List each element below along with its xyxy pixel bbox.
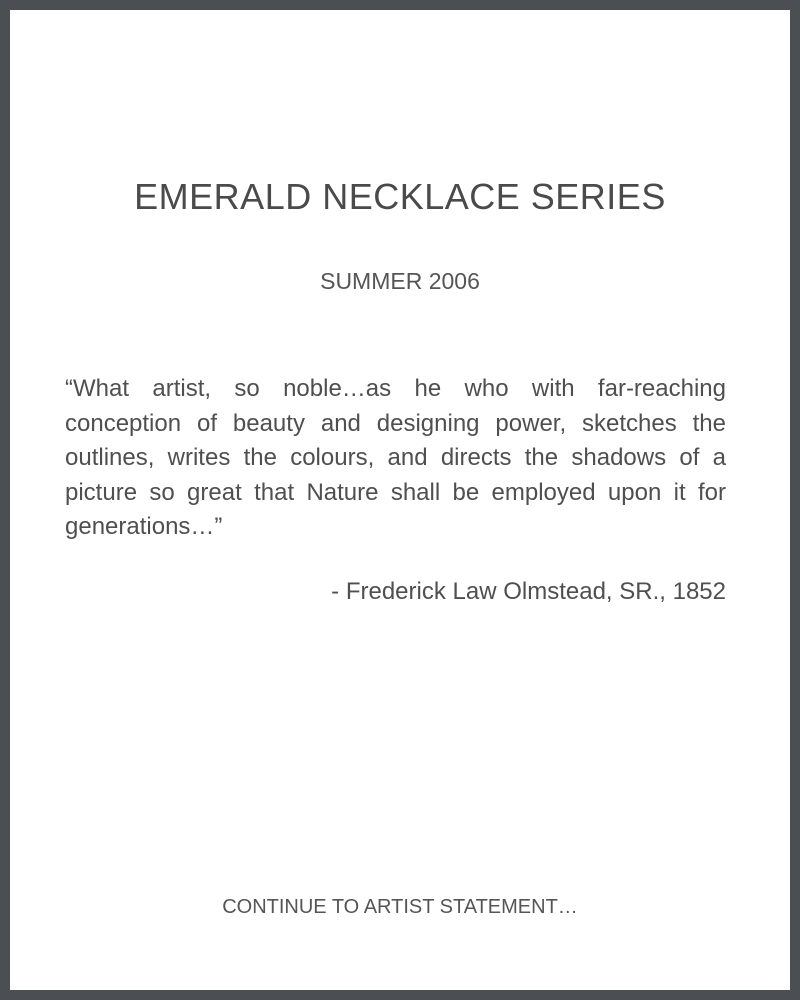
content-card bbox=[10, 10, 790, 990]
page-title: EMERALD NECKLACE SERIES bbox=[134, 176, 666, 217]
continue-to-artist-statement-link[interactable]: CONTINUE TO ARTIST STATEMENT… bbox=[222, 896, 578, 918]
quote-attribution: - Frederick Law Olmstead, SR., 1852 bbox=[331, 578, 726, 605]
page-subtitle: SUMMER 2006 bbox=[320, 268, 480, 294]
quote-text: “What artist, so noble…as he who with far-reaching conception of beauty and designing power, sketches the outlines, writes the colours, and directs the shadows of a picture so great that Nature shall be employed upon it for generations…” bbox=[65, 375, 726, 540]
